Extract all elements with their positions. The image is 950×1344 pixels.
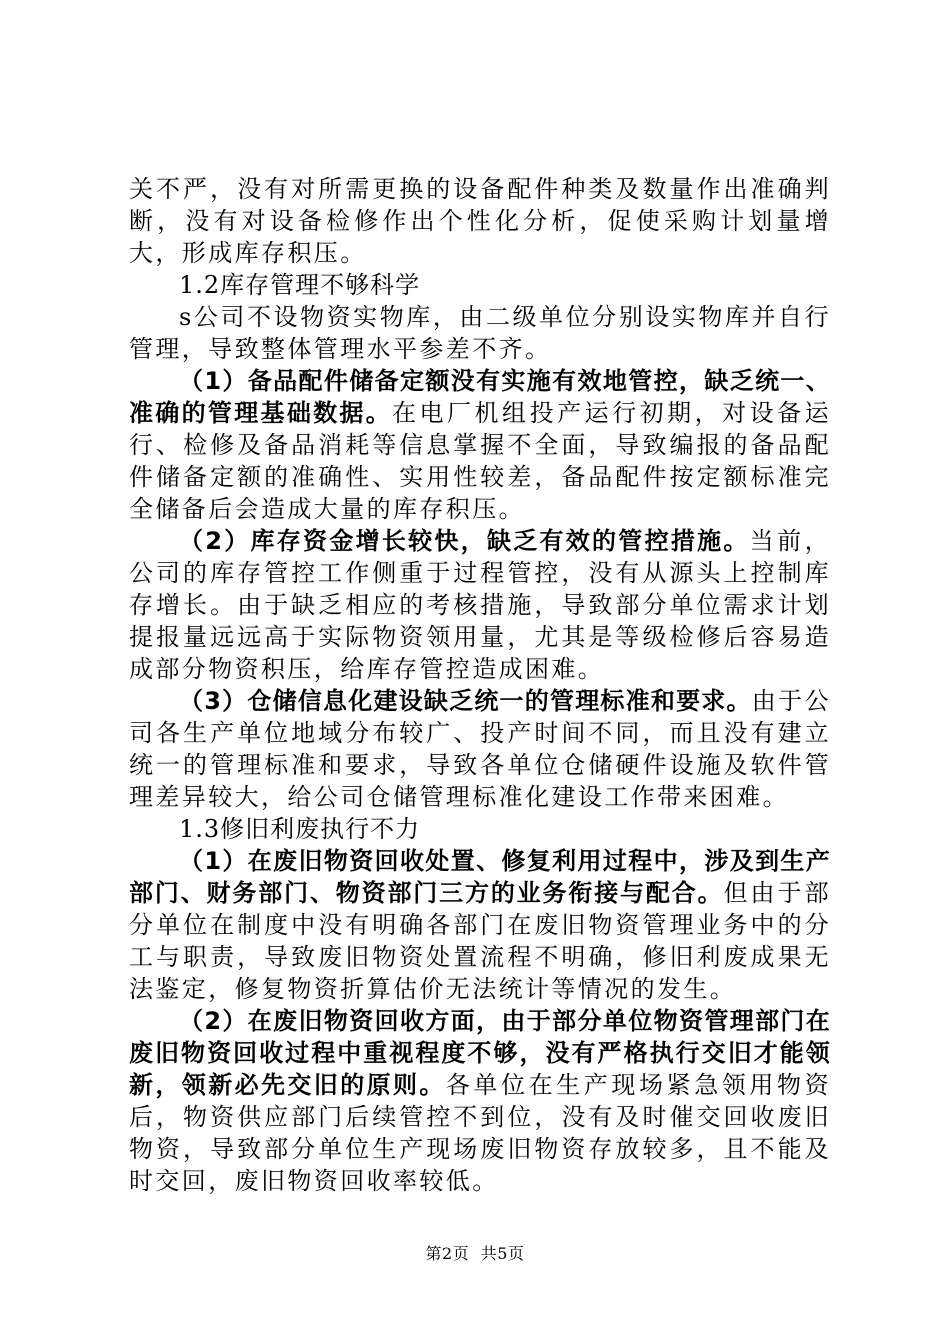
- text-run: 1.3修旧利废执行不力: [179, 815, 421, 843]
- paragraph: [129, 365, 831, 525]
- text-run: 1.2库存管理不够科学: [179, 271, 421, 299]
- page-number: 第2页: [425, 1244, 470, 1263]
- text-run: 当前，公司的库存管控工作侧重于过程管控，没有从源头上控制库存增长。由于缺乏相应的考核措施，导致部分单位需求计划提报量远远高于实际物资领用量，尤其是等级检修后容易造成部分物资积压，给库存管控造成困难。: [129, 527, 831, 683]
- page-footer: [0, 1244, 950, 1264]
- document-body: [129, 173, 831, 1197]
- paragraph: [129, 173, 831, 269]
- text-run: 关不严，没有对所需更换的设备配件种类及数量作出准确判断，没有对设备检修作出个性化分析，促使采购计划量增大，形成库存积压。: [129, 175, 831, 267]
- paragraph: [129, 845, 831, 1005]
- bold-lead-sentence: （1）在废旧物资回收处置、修复利用过程中，涉及到生产部门、财务部门、物资部门三方的业务衔接与配合。: [129, 847, 831, 907]
- bold-lead-sentence: （2）在废旧物资回收方面，由于部分单位物资管理部门在废旧物资回收过程中重视程度不够，没有严格执行交旧才能领新，领新必先交旧的原则。: [129, 1007, 831, 1099]
- paragraph: [129, 1005, 831, 1197]
- text-run: s公司不设物资实物库，由二级单位分别设实物库并自行管理，导致整体管理水平参差不齐。: [129, 303, 831, 363]
- paragraph: [129, 525, 831, 685]
- bold-lead-sentence: （3）仓储信息化建设缺乏统一的管理标准和要求。: [179, 687, 752, 715]
- section-heading: [129, 269, 831, 301]
- text-run: 但由于部分单位在制度中没有明确各部门在废旧物资管理业务中的分工与职责，导致废旧物资处置流程不明确，修旧利废成果无法鉴定，修复物资折算估价无法统计等情况的发生。: [129, 879, 831, 1003]
- paragraph: [129, 685, 831, 813]
- text-run: 各单位在生产现场紧急领用物资后，物资供应部门后续管控不到位，没有及时催交回收废旧物资，导致部分单位生产现场废旧物资存放较多，且不能及时交回，废旧物资回收率较低。: [129, 1071, 831, 1195]
- bold-lead-sentence: （2）库存资金增长较快，缺乏有效的管控措施。: [179, 527, 750, 555]
- section-heading: [129, 813, 831, 845]
- paragraph: [129, 301, 831, 365]
- bold-lead-sentence: （1）备品配件储备定额没有实施有效地管控，缺乏统一、准确的管理基础数据。: [129, 367, 831, 427]
- text-run: 由于公司各生产单位地域分布较广、投产时间不同，而且没有建立统一的管理标准和要求，导致各单位仓储硬件设施及软件管理差异较大，给公司仓储管理标准化建设工作带来困难。: [129, 687, 831, 811]
- page-total: 共5页: [480, 1244, 525, 1263]
- text-run: 在电厂机组投产运行初期，对设备运行、检修及备品消耗等信息掌握不全面，导致编报的备品配件储备定额的准确性、实用性较差，备品配件按定额标准完全储备后会造成大量的库存积压。: [129, 399, 832, 523]
